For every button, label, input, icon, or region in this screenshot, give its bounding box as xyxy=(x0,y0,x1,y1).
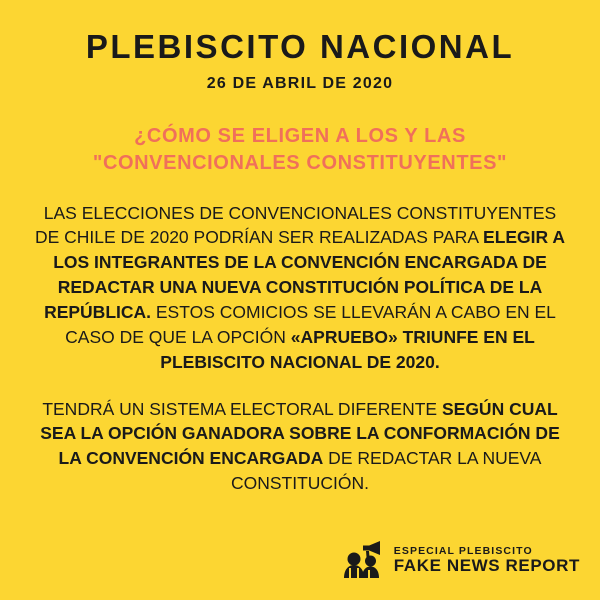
paragraph-one-segment-2-bold: ELEGIR A LOS INTEGRANTES DE LA CONVENCIÓN ENCARGADA DE REDACTAR UNA NUEVA CONSTITUCIÓN POLÍTICA DE LA REPÚBLICA. xyxy=(44,227,566,323)
footer-brand-name: FAKE NEWS REPORT xyxy=(393,555,580,575)
paragraph-two-segment-3: DE REDACTAR LA NUEVA CONSTITUCIÓN. xyxy=(230,448,542,494)
paragraph-one-segment-3: ESTOS COMICIOS SE LLEVARÁN A CABO EN EL CASO DE QUE LA OPCIÓN xyxy=(65,302,556,347)
paragraph-two-segment-2-bold: SEGÚN CUAL SEA LA OPCIÓN GANADORA SOBRE LA CONFORMACIÓN DE LA CONVENCIÓN ENCARGADA xyxy=(40,398,560,469)
question-line-1: ¿CÓMO SE ELIGEN A LOS Y LAS xyxy=(134,124,466,147)
people-megaphone-icon xyxy=(338,538,384,582)
paragraph-one xyxy=(30,201,570,375)
paragraph-two xyxy=(30,397,570,496)
paragraph-one-segment-1: LAS ELECCIONES DE CONVENCIONALES CONSTITUYENTES DE CHILE DE 2020 PODRÍAN SER REALIZADAS PARA xyxy=(34,202,557,248)
question-heading xyxy=(93,123,507,177)
page-subtitle-date: 26 DE ABRIL DE 2020 xyxy=(206,74,394,92)
footer-special-label: ESPECIAL PLEBISCITO xyxy=(393,544,533,557)
question-line-2: "CONVENCIONALES CONSTITUYENTES" xyxy=(92,151,508,174)
paragraph-two-segment-1: TENDRÁ UN SISTEMA ELECTORAL DIFERENTE xyxy=(42,398,442,419)
paragraph-one-segment-4-bold: «APRUEBO» TRIUNFE EN EL PLEBISCITO NACIONAL DE 2020. xyxy=(160,326,535,372)
footer-branding xyxy=(338,538,580,582)
page-title: PLEBISCITO NACIONAL xyxy=(85,28,515,65)
footer-text-block xyxy=(394,546,580,575)
